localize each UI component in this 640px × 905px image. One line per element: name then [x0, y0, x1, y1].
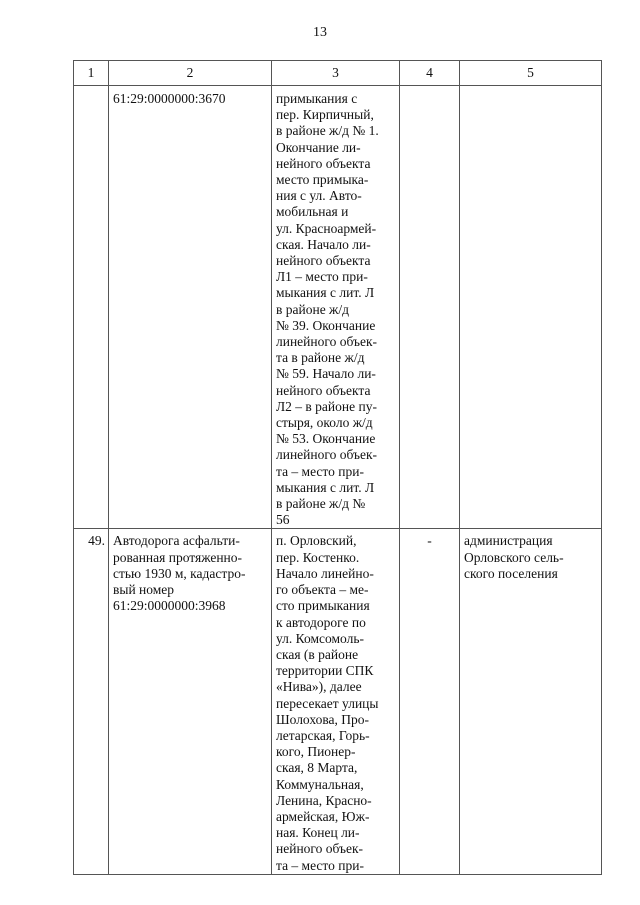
text-line: та в районе ж/д — [276, 350, 365, 366]
row-number-cell: 49. — [74, 529, 109, 874]
table-row — [74, 529, 602, 874]
text-line: Автодорога асфальти- — [113, 533, 240, 549]
text-line: сто примыкания — [276, 598, 370, 614]
text-line: ского поселения — [464, 565, 558, 581]
col4-cell: - — [400, 529, 460, 874]
text-line: мыкания с лит. Л — [276, 479, 375, 495]
text-line: ная. Конец ли- — [276, 825, 360, 841]
document-table — [73, 60, 602, 875]
location-cell — [272, 529, 400, 874]
text-line: территории СПК — [276, 663, 374, 679]
text-line: ская, 8 Марта, — [276, 760, 358, 776]
text-line: Ленина, Красно- — [276, 792, 372, 808]
text-line: 61:29:0000000:3670 — [113, 91, 226, 106]
header-col-5: 5 — [460, 61, 602, 86]
text-line: нейного объекта — [276, 155, 371, 171]
text-line: пер. Костенко. — [276, 549, 360, 565]
owner-cell — [460, 529, 602, 874]
row-number-cell — [74, 86, 109, 529]
object-name-cell — [109, 86, 272, 529]
text-line: в районе ж/д — [276, 301, 350, 317]
header-col-3: 3 — [272, 61, 400, 86]
text-line: нейного объек- — [276, 841, 364, 857]
text-line: администрация — [464, 533, 553, 549]
text-line: Л1 – место при- — [276, 269, 368, 285]
text-line: армейская, Юж- — [276, 808, 370, 824]
text-line: мобильная и — [276, 204, 349, 220]
text-line: 61:29:0000000:3968 — [113, 598, 226, 614]
header-col-2: 2 — [109, 61, 272, 86]
text-line: линейного объек- — [276, 334, 378, 350]
text-line: место примыка- — [276, 172, 369, 188]
text-line: летарская, Горь- — [276, 727, 370, 743]
header-col-1: 1 — [74, 61, 109, 86]
text-line: Шолохова, Про- — [276, 711, 370, 727]
text-line: пер. Кирпичный, — [276, 107, 374, 123]
header-col-4: 4 — [400, 61, 460, 86]
text-line: го объекта – ме- — [276, 582, 369, 598]
text-line: ская. Начало ли- — [276, 236, 371, 252]
text-line: Орловского сель- — [464, 549, 564, 565]
text-line: «Нива»), далее — [276, 679, 362, 695]
object-name-cell — [109, 529, 272, 874]
text-line: ская (в районе — [276, 646, 359, 662]
text-line: вый номер — [113, 582, 175, 598]
text-line: рованная протяженно- — [113, 549, 243, 565]
text-line: Окончание ли- — [276, 139, 361, 155]
text-line: № 59. Начало ли- — [276, 366, 376, 382]
header-row — [74, 61, 602, 86]
text-line: ния с ул. Авто- — [276, 188, 362, 204]
text-line: в районе ж/д № 1. — [276, 123, 379, 139]
text-line: нейного объекта — [276, 382, 371, 398]
text-line: та – место при- — [276, 857, 364, 873]
text-line: кого, Пионер- — [276, 744, 356, 760]
text-line: стыря, около ж/д — [276, 415, 373, 431]
text-line: Коммунальная, — [276, 776, 364, 792]
location-cell — [272, 86, 400, 529]
text-line: та – место при- — [276, 463, 364, 479]
col4-cell — [400, 86, 460, 529]
text-line: ул. Комсомоль- — [276, 630, 365, 646]
text-line: нейного объекта — [276, 253, 371, 269]
text-line: № 53. Окончание — [276, 431, 376, 447]
text-line: стью 1930 м, кадастро- — [113, 565, 246, 581]
text-line: ул. Красноармей- — [276, 220, 377, 236]
table-row — [74, 86, 602, 529]
text-line: п. Орловский, — [276, 533, 357, 549]
text-line: линейного объек- — [276, 447, 378, 463]
text-line: в районе ж/д № — [276, 496, 366, 512]
text-line: мыкания с лит. Л — [276, 285, 375, 301]
text-line: пересекает улицы — [276, 695, 379, 711]
text-line: примыкания с — [276, 91, 358, 106]
text-line: Начало линейно- — [276, 565, 374, 581]
page-number: 13 — [313, 25, 327, 40]
text-line: 56 — [276, 512, 290, 528]
text-line: Л2 – в районе пу- — [276, 398, 377, 414]
text-line: к автодороге по — [276, 614, 366, 630]
text-line: № 39. Окончание — [276, 317, 376, 333]
owner-cell — [460, 86, 602, 529]
